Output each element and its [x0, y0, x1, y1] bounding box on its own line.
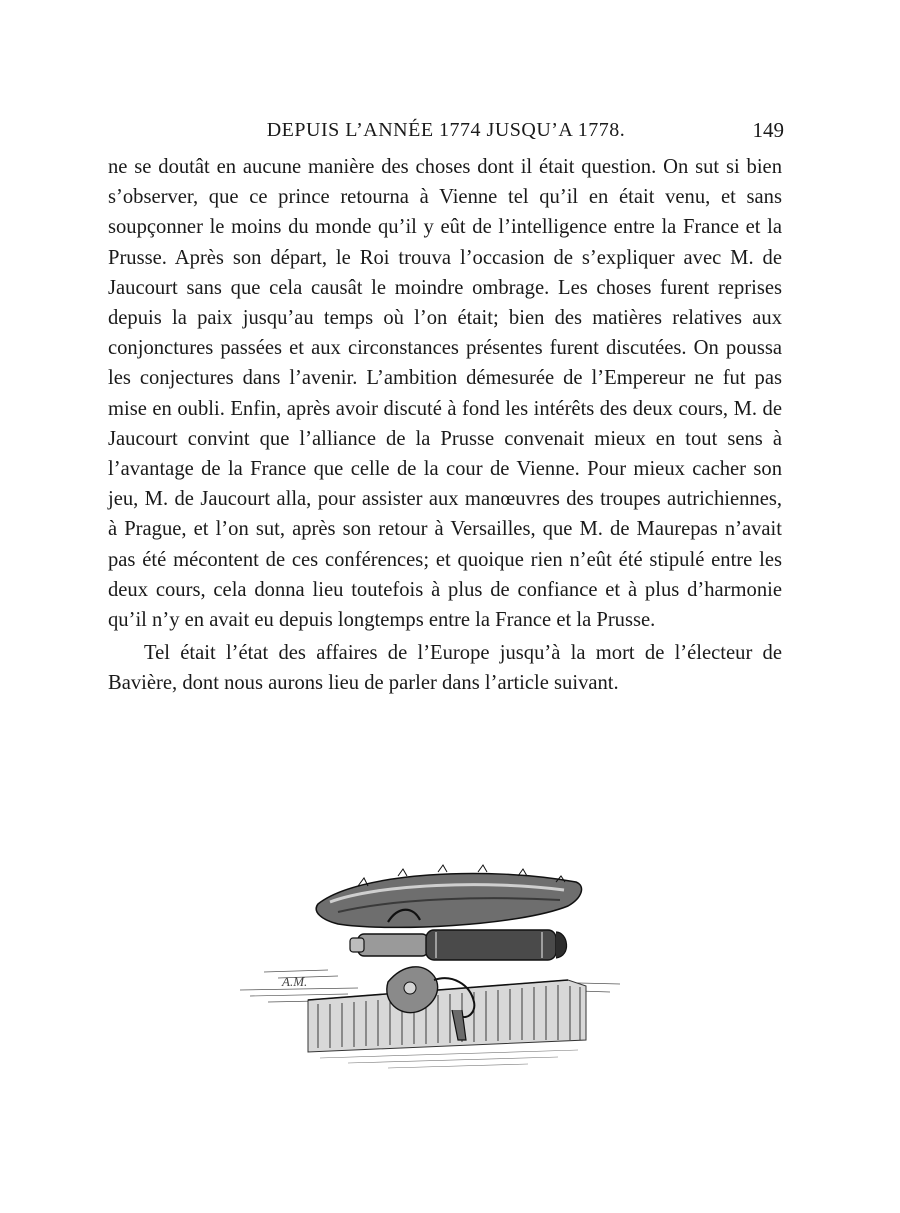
telescope	[350, 930, 567, 960]
paragraph-2: Tel était l’état des affaires de l’Europe jusqu’à la mort de l’électeur de Bavière, dont nous aurons lieu de parler dans l’article suivant.	[108, 642, 782, 695]
body-text	[108, 152, 782, 699]
running-head	[108, 113, 784, 147]
shadow-hatching	[320, 1050, 578, 1068]
engraver-signature: A.M.	[282, 974, 308, 989]
paragraph-1: ne se doutât en aucune manière des choses dont il était question. On sut si bien s’observer, que ce prince retourna à Vienne tel qu’il en était venu, et sans soupçonner le moins du monde qu’il y eût de l’intelligence entre la France et la Prusse. Après son départ, le Roi trouva l’occasion de s’expliquer avec M. de Jaucourt sans que cela causât le moindre ombrage. Les choses furent reprises depuis la paix jusqu’au temps où l’on était; bien des matières relatives aux conjonctures passées et aux circonstances présentes furent discutées. On poussa les conjectures dans l’avenir. L’ambition démesurée de l’Empereur ne fut pas mise en oubli. Enfin, après avoir discuté à fond les intérêts des deux cours, M. de Jaucourt convint que l’alliance de la Prusse convenait mieux en tout sens à l’avantage de la France que celle de la cour de Vienne. Pour mieux cacher son jeu, M. de Jaucourt alla, pour assister aux manœuvres des troupes autrichiennes, à Prague, et l’on sut, après son retour à Versailles, que M. de Maurepas n’avait pas été mécontent de ces conférences; et quoique rien n’eût été stipulé entre les deux cours, cela donna lieu toutefois à plus de confiance et à plus d’harmonie qu’il n’y en avait eu depuis longtemps entre la France et la Prusse.	[108, 156, 782, 632]
engraving-tricorn-hat-telescope-icon	[238, 862, 622, 1072]
stone-block	[308, 980, 586, 1052]
tricorn-hat	[316, 865, 581, 927]
running-title: DEPUIS L’ANNÉE 1774 JUSQU’A 1778.	[266, 119, 626, 141]
page-number: 149	[752, 118, 784, 142]
